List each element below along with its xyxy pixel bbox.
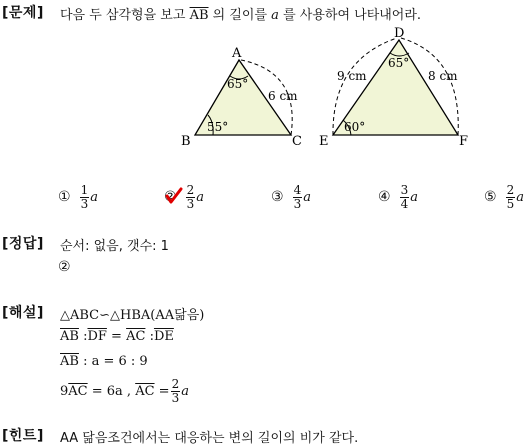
choice-1-fraction: $\frac{1}{3}$ [80, 182, 89, 211]
hint-text: AA 닮음조건에서는 대응하는 변의 길이의 비가 같다. [60, 431, 359, 446]
choice-4-var: a [410, 189, 418, 205]
explanation-label: [해설] [2, 305, 44, 321]
explanation-line-4: 9 $\overline{AC}$ = 6a , $\overline{AC}$ = $\frac{2}{3}$ a [60, 376, 189, 405]
choice-2-var: a [196, 189, 204, 205]
vertex-a: A [232, 46, 242, 61]
choice-4[interactable] [378, 180, 418, 214]
choice-2[interactable] [164, 180, 204, 214]
choice-1-var: a [90, 189, 98, 205]
explanation-line-1: △ABC∽△HBA(AA닮음) [60, 308, 205, 323]
choice-3[interactable] [271, 180, 311, 214]
problem-var: a [271, 8, 279, 23]
vertex-e: E [319, 134, 329, 149]
hint-label: [힌트] [2, 428, 44, 444]
choice-5-number: ⑤ [484, 189, 497, 205]
side-ac-label: 6 cm [268, 89, 298, 103]
problem-text-mid: 의 길이를 [212, 8, 268, 23]
vertex-f: F [459, 134, 469, 149]
problem-label: [문제] [2, 5, 44, 21]
explanation-fraction: $\frac{2}{3}$ [171, 376, 180, 405]
problem-text-after: 를 사용하여 나타내어라. [283, 8, 422, 23]
choice-3-fraction: $\frac{4}{3}$ [293, 182, 302, 211]
choice-2-number: ② [164, 189, 177, 205]
choice-3-number: ③ [271, 189, 284, 205]
answer-line-2: ② [58, 259, 71, 275]
angle-d-label: 65° [388, 56, 410, 70]
angle-a-label: 65° [227, 77, 249, 91]
triangle-figure [0, 0, 528, 170]
choice-4-fraction: $\frac{3}{4}$ [400, 182, 409, 211]
choice-1[interactable] [58, 180, 98, 214]
answer-label: [정답] [2, 236, 44, 252]
answer-line-1: 순서: 없음, 갯수: 1 [60, 239, 169, 254]
choice-1-number: ① [58, 189, 71, 205]
side-de-label: 9 cm [337, 69, 367, 83]
angle-e-label: 60° [344, 120, 366, 134]
vertex-b: B [181, 134, 191, 149]
vertex-d: D [394, 26, 405, 41]
choice-2-fraction: $\frac{2}{3}$ [186, 182, 195, 211]
explanation-line-3: $\overline{AB}$ : a = 6 : 9 [60, 354, 148, 369]
vertex-c: C [292, 134, 302, 149]
side-df-label: 8 cm [428, 69, 458, 83]
angle-b-label: 55° [207, 120, 229, 134]
choice-5-var: a [516, 189, 524, 205]
explanation-line-2: $\overline{AB}$ $:\overline{DF} = \overline{AC}$ $:\overline{DE}$ [60, 329, 174, 344]
problem-text-before: 다음 두 삼각형을 보고 [60, 8, 186, 23]
choice-3-var: a [303, 189, 311, 205]
problem-segment: $\overline{AB}$ [189, 8, 209, 23]
choice-4-number: ④ [378, 189, 391, 205]
check-mark-icon [164, 186, 184, 206]
choice-5[interactable] [484, 180, 524, 214]
choice-5-fraction: $\frac{2}{5}$ [506, 182, 515, 211]
